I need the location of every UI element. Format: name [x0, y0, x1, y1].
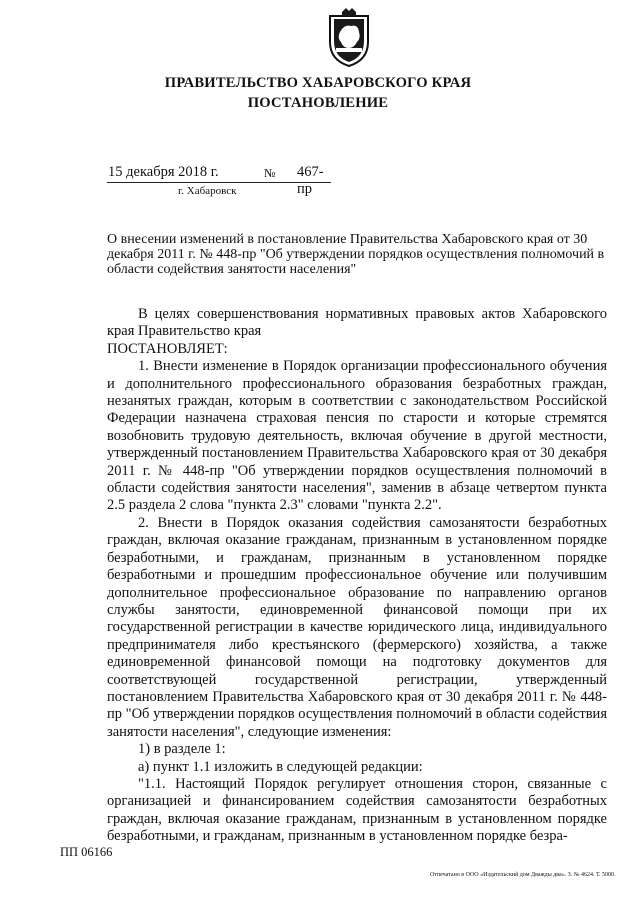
document-code: ПП 06166	[60, 845, 113, 859]
imprint-note: Отпечатано в ООО «Издательский дом Дважды два». З. № 4624. Т. 5000.	[430, 872, 616, 878]
body-paragraph: 1. Внести изменение в Порядок организации профессионального обучения и дополнительного профессионального образования безработных граждан, незанятых граждан, которым в соответствии с законодательством Российской Федерации назначена страховая пенсия по старости и которые стремятся возобновить трудовую деятельность, включая обучение в другой местности, утвержденный постановлением Правительства Хабаровского края от 30 декабря 2011 г. № 448-пр "Об утверждении порядков осуществления полномочий в области содействия занятости населения", заменив в абзаце четвертом пункта 2.5 раздела 2 слова "пункта 2.3" словами "пункта 2.2".	[107, 358, 607, 514]
document-city: г. Хабаровск	[178, 185, 237, 197]
document-type-title: ПОСТАНОВЛЕНИЕ	[247, 95, 389, 111]
document-date: 15 декабря 2018 г.	[108, 164, 219, 180]
body-paragraph: "1.1. Настоящий Порядок регулирует отношения сторон, связанные с организацией и финансированием содействия самозанятости безработных граждан, включая оказание гражданам, признанным в установленном порядке безработными, и гражданам, признанным в установленном порядке безра-	[107, 775, 607, 845]
body-paragraph: а) пункт 1.1 изложить в следующей редакции:	[138, 758, 423, 775]
intro-paragraph: В целях совершенствования нормативных правовых актов Хабаровского края Правительство края	[107, 306, 607, 340]
coat-of-arms-emblem	[324, 8, 374, 68]
number-sign: №	[264, 166, 276, 180]
document-subject: О внесении изменений в постановление Правительства Хабаровского края от 30 декабря 2011 г. № 448-пр "Об утверждении порядков осуществления полномочий в области содействия занятости населения"	[107, 232, 605, 277]
decree-word: ПОСТАНОВЛЯЕТ:	[107, 340, 228, 357]
document-body	[107, 306, 607, 846]
body-paragraph: 2. Внести в Порядок оказания содействия самозанятости безработных граждан, включая оказание гражданам, признанным в установленном порядке безработными, и гражданам, признанным в установленном порядке безработными и прошедшим профессиональное обучение или получившим дополнительное профессиональное образование по направлению органов службы занятости, единовременной финансовой помощи при их государственной регистрации в качестве юридического лица, индивидуального предпринимателя либо крестьянского (фермерского) хозяйства, а также единовременной финансовой помощи на подготовку документов для соответствующей государственной регистрации, утвержденный постановлением Правительства Хабаровского края от 30 декабря 2011 г. № 448-пр "Об утверждении порядков осуществления полномочий в области содействия занятости населения", следующие изменения:	[107, 514, 607, 740]
government-title: ПРАВИТЕЛЬСТВО ХАБАРОВСКОГО КРАЯ	[164, 75, 472, 91]
body-paragraph: 1) в разделе 1:	[138, 741, 226, 758]
document-number: 467-пр	[297, 164, 324, 197]
